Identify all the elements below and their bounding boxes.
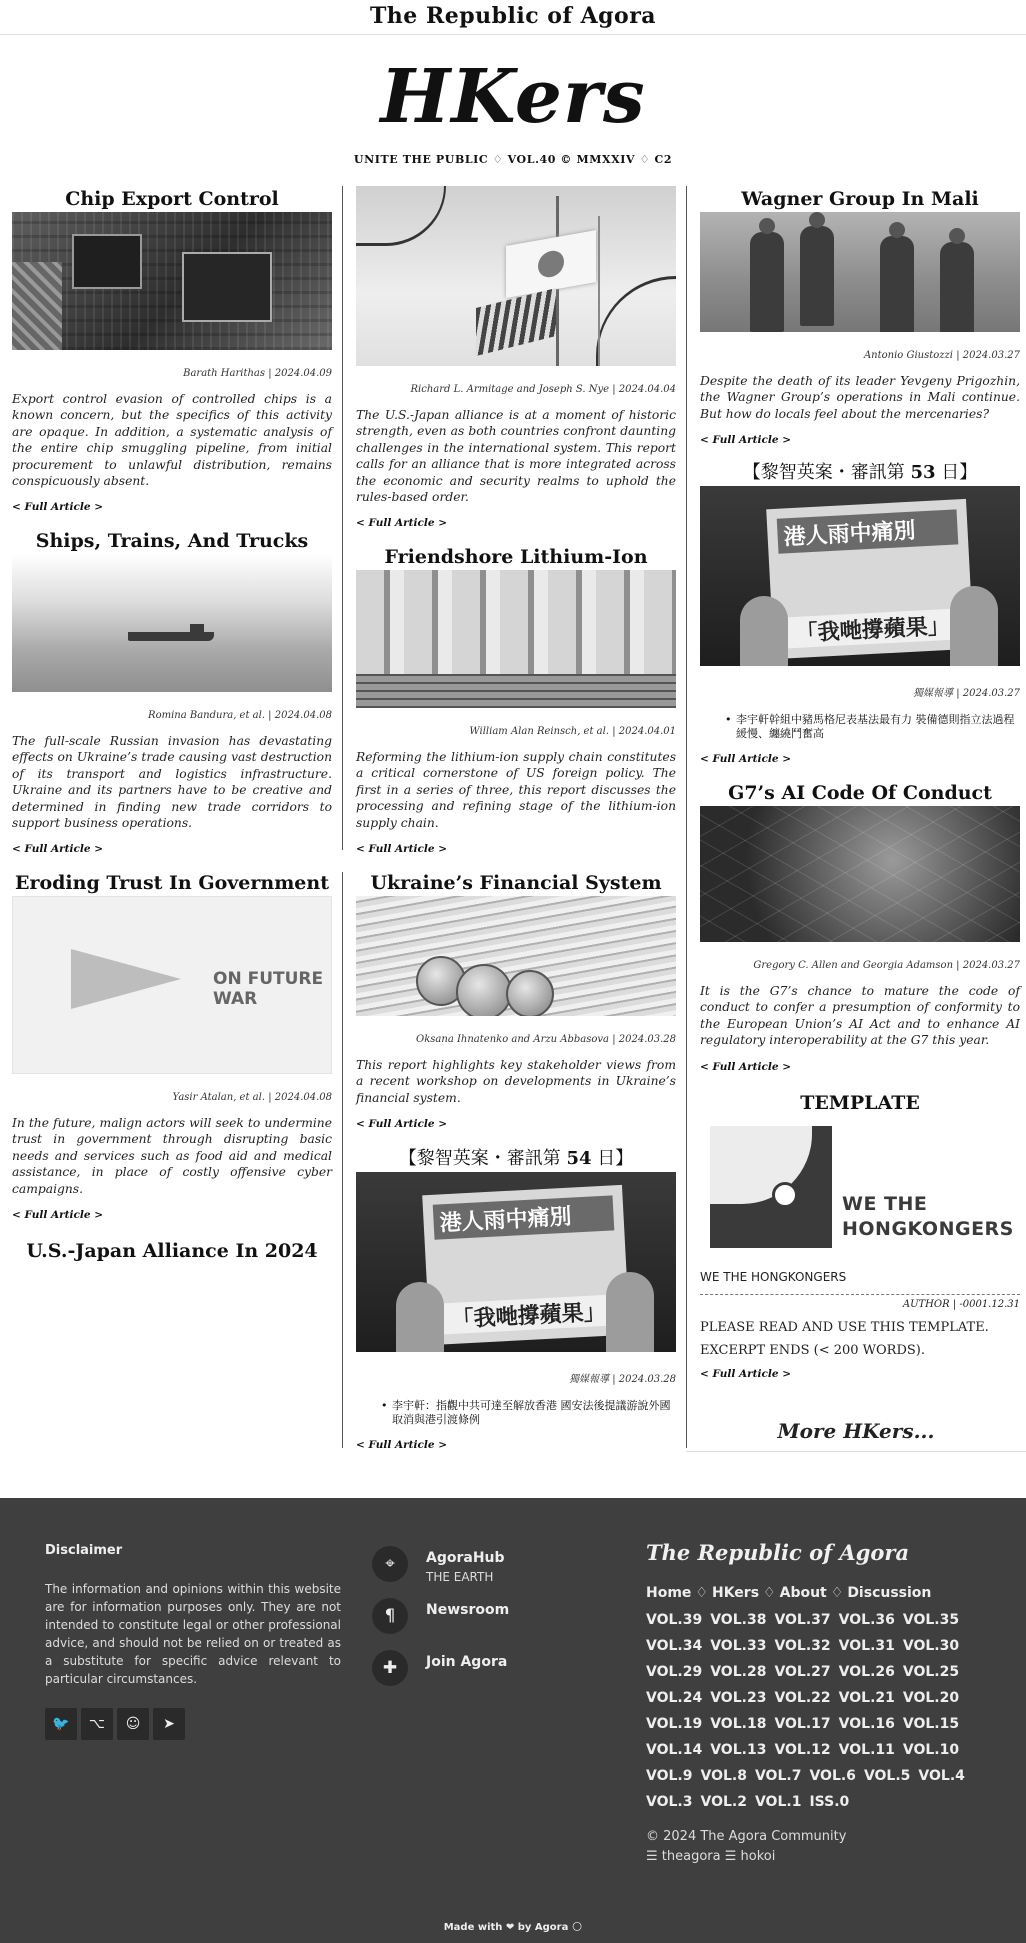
article-image[interactable] bbox=[356, 1172, 676, 1352]
article-byline: AUTHOR | -0001.12.31 bbox=[902, 1299, 1020, 1310]
article-summary: Reforming the lithium-ion supply chain constitutes a critical cornerstone of US foreign policy. The first in a series of three, this report discusses the processing and refining stage of the lithium-ion supply chain. bbox=[356, 750, 676, 830]
article-template bbox=[700, 1090, 1020, 1380]
article-title[interactable]: TEMPLATE bbox=[800, 1092, 920, 1114]
nav-home[interactable]: Home bbox=[646, 1585, 692, 1601]
article-jimmy-lai-53 bbox=[700, 460, 1020, 765]
disclaimer-title: Disclaimer bbox=[45, 1543, 123, 1558]
article-bullet[interactable]: • 李宇軒：指觀中共可達至解放香港 國安法後提議游說外國取消與港引渡條例 bbox=[392, 1399, 676, 1427]
image-headline: 港人雨中痛別 bbox=[433, 1195, 615, 1239]
volume-link[interactable]: VOL.22 bbox=[774, 1690, 831, 1706]
volume-link[interactable]: VOL.29 bbox=[646, 1664, 703, 1680]
volume-link[interactable]: VOL.37 bbox=[774, 1612, 831, 1628]
volume-link[interactable]: VOL.23 bbox=[710, 1690, 767, 1706]
article-summary: The full-scale Russian invasion has devastating effects on Ukraine’s trade causing vast destruction of its transport and logistics infrastructure. Ukraine and its partners have to be creative and determined in finding new trade corridors to support business operations. bbox=[12, 734, 332, 831]
article-title[interactable]: Chip Export Control bbox=[65, 188, 279, 210]
article-ships-trains bbox=[12, 528, 332, 855]
volume-link[interactable]: VOL.14 bbox=[646, 1742, 703, 1758]
footer-main-nav: Home ♢ HKers ♢ About ♢ Discussion bbox=[646, 1585, 932, 1601]
volume-link[interactable]: VOL.27 bbox=[774, 1664, 831, 1680]
volume-link[interactable]: VOL.11 bbox=[838, 1742, 895, 1758]
disclaimer-text: The information and opinions within this website are for information purposes only. They are not intended to constitute legal or other professional advice, and should not be relied on or treated as a substitute for specific advice relevant to particular circumstances. bbox=[45, 1582, 341, 1686]
pilcrow-icon: ¶ bbox=[372, 1598, 408, 1634]
article-eroding-trust bbox=[12, 870, 332, 1221]
volume-link[interactable]: VOL.21 bbox=[838, 1690, 895, 1706]
copyright-text: © 2024 The Agora Community bbox=[646, 1829, 847, 1844]
volume-link[interactable]: VOL.28 bbox=[710, 1664, 767, 1680]
top-bar bbox=[0, 0, 1026, 35]
volume-link[interactable]: VOL.1 bbox=[754, 1794, 802, 1810]
image-words: WE THE bbox=[842, 1193, 928, 1215]
handles[interactable]: ☰ theagora ☰ hokoi bbox=[646, 1849, 776, 1864]
article-image[interactable] bbox=[356, 570, 676, 708]
article-summary: Export control evasion of controlled chips is a known concern, but the specifics of this activity are opaque. In addition, a systematic analysis of the entire chip smuggling pipeline, from initial procurement to unlawful distribution, remains conspicuously absent. bbox=[12, 392, 332, 489]
volume-link[interactable]: VOL.8 bbox=[700, 1768, 747, 1784]
divider bbox=[700, 1294, 1020, 1295]
nav-discussion[interactable]: Discussion bbox=[847, 1585, 932, 1601]
reddit-icon[interactable]: ☺ bbox=[117, 1708, 149, 1740]
article-byline: Barath Harithas | 2024.04.09 bbox=[183, 368, 332, 379]
full-article-link[interactable]: < Full Article > bbox=[700, 1368, 792, 1380]
article-byline: 獨媒報導 | 2024.03.28 bbox=[569, 1374, 676, 1385]
volume-link[interactable]: VOL.17 bbox=[774, 1716, 831, 1732]
article-chip-export bbox=[12, 186, 332, 513]
title-day-number: 53 bbox=[910, 462, 936, 483]
issue-subtitle: UNITE THE PUBLIC ♢ VOL.40 © MMXXIV ♢ C2 bbox=[353, 153, 673, 166]
twitter-icon[interactable]: 🐦 bbox=[45, 1708, 77, 1740]
nav-hkers[interactable]: HKers bbox=[711, 1585, 760, 1601]
volume-link[interactable]: VOL.34 bbox=[646, 1638, 703, 1654]
volume-link[interactable]: VOL.2 bbox=[700, 1794, 747, 1810]
article-byline: Oksana Ihnatenko and Arzu Abbasova | 2024.03.28 bbox=[416, 1034, 676, 1045]
made-with: Made with ❤ by Agora 🌕 bbox=[443, 1922, 583, 1933]
article-image[interactable] bbox=[700, 1116, 1020, 1260]
article-title[interactable]: Friendshore Lithium-Ion bbox=[384, 546, 648, 568]
article-byline: Romina Bandura, et al. | 2024.04.08 bbox=[148, 710, 332, 721]
full-article-link[interactable]: < Full Article > bbox=[12, 843, 104, 856]
image-caption: WE THE HONGKONGERS bbox=[700, 1270, 847, 1284]
column-divider bbox=[342, 186, 343, 850]
title-prefix: 【黎智英案・審訊第 bbox=[398, 1148, 561, 1169]
article-us-japan-title bbox=[12, 1238, 332, 1264]
article-image[interactable] bbox=[700, 212, 1020, 332]
volume-link[interactable]: VOL.25 bbox=[902, 1664, 960, 1680]
volume-link[interactable]: VOL.38 bbox=[710, 1612, 767, 1628]
article-summary: PLEASE READ AND USE THIS TEMPLATE. EXCERPT ENDS (< 200 WORDS). bbox=[700, 1320, 989, 1358]
article-ukraine-finance bbox=[356, 870, 676, 1130]
article-byline: 獨媒報導 | 2024.03.27 bbox=[913, 688, 1020, 699]
nav-about[interactable]: About bbox=[779, 1585, 827, 1601]
copyright bbox=[646, 1827, 1006, 1867]
article-us-japan bbox=[356, 186, 676, 529]
article-title[interactable]: Ukraine’s Financial System bbox=[370, 872, 662, 894]
volume-link[interactable]: VOL.24 bbox=[646, 1690, 703, 1706]
volume-link[interactable]: VOL.5 bbox=[863, 1768, 911, 1784]
article-image[interactable] bbox=[12, 554, 332, 692]
volume-link[interactable]: VOL.16 bbox=[838, 1716, 895, 1732]
location-pin-icon: ⌖ bbox=[372, 1546, 408, 1582]
volume-link[interactable]: VOL.6 bbox=[809, 1768, 856, 1784]
telegram-icon[interactable]: ➤ bbox=[153, 1708, 185, 1740]
article-summary: It is the G7’s chance to mature the code of conduct to confer a presumption of conformity to the European Union’s AI Act and to enhance AI regulatory interoperability at the G7 this year. bbox=[700, 984, 1020, 1048]
title-suffix: 日】 bbox=[941, 462, 978, 483]
article-summary: This report highlights key stakeholder views from a recent workshop on developments in Ukraine’s financial system. bbox=[356, 1058, 676, 1105]
volume-link[interactable]: VOL.15 bbox=[902, 1716, 960, 1732]
article-summary: The U.S.-Japan alliance is at a moment of historic strength, even as both countries confront daunting challenges in the international system. This report calls for an alliance that is more integrated across the economic and security realms to uphold the rules-based order. bbox=[356, 408, 676, 505]
article-bullet[interactable]: • 李宇軒幹組中豬馬格尼表基法最有力 裝備德則指立法過程緩慢、纏繞鬥奮高 bbox=[736, 713, 1020, 741]
volume-link[interactable]: VOL.20 bbox=[902, 1690, 960, 1706]
article-title[interactable]: U.S.-Japan Alliance In 2024 bbox=[26, 1240, 318, 1262]
image-footer: 「我哋撐蘋果」 bbox=[772, 608, 973, 649]
image-text: WAR bbox=[213, 989, 258, 1009]
image-headline: 港人雨中痛別 bbox=[777, 509, 959, 553]
full-article-link[interactable]: < Full Article > bbox=[12, 501, 104, 514]
volume-link[interactable]: VOL.13 bbox=[710, 1742, 767, 1758]
article-summary: In the future, malign actors will seek to undermine trust in government through disrupting basic needs and services such as food aid and medical assistance, in place of costly offensive cyber campaigns. bbox=[12, 1116, 332, 1196]
full-article-link[interactable]: < Full Article > bbox=[356, 1439, 448, 1451]
volume-link[interactable]: VOL.12 bbox=[774, 1742, 831, 1758]
footer-brand[interactable]: The Republic of Agora bbox=[646, 1540, 910, 1565]
image-footer: 「我哋撐蘋果」 bbox=[428, 1294, 629, 1335]
volume-link[interactable]: VOL.9 bbox=[646, 1768, 693, 1784]
more-hkers-link[interactable]: More HKers... bbox=[686, 1418, 1026, 1452]
footer bbox=[0, 1498, 1026, 1943]
article-title[interactable]: Eroding Trust In Government bbox=[14, 872, 329, 894]
article-image[interactable] bbox=[356, 896, 676, 1016]
column-divider bbox=[342, 872, 343, 1448]
full-article-link[interactable]: < Full Article > bbox=[700, 434, 792, 447]
article-title[interactable] bbox=[356, 1146, 676, 1172]
puzzle-icon: ✚ bbox=[372, 1650, 408, 1686]
image-words: HONGKONGERS bbox=[842, 1218, 1014, 1240]
article-image[interactable] bbox=[700, 806, 1020, 942]
full-article-link[interactable]: < Full Article > bbox=[700, 753, 792, 765]
article-byline: Richard L. Armitage and Joseph S. Nye | 2024.04.04 bbox=[410, 384, 676, 395]
site-brand-link[interactable]: The Republic of Agora bbox=[369, 3, 657, 29]
article-g7-ai bbox=[700, 780, 1020, 1073]
volume-link[interactable]: VOL.35 bbox=[902, 1612, 960, 1628]
article-byline: William Alan Reinsch, et al. | 2024.04.01 bbox=[469, 726, 676, 737]
link-subtitle: THE EARTH bbox=[426, 1570, 494, 1584]
article-byline: Yasir Atalan, et al. | 2024.04.08 bbox=[172, 1092, 332, 1103]
title-day-number: 54 bbox=[566, 1148, 592, 1169]
article-image[interactable] bbox=[12, 896, 332, 1074]
masthead bbox=[0, 35, 1026, 166]
article-byline: Gregory C. Allen and Georgia Adamson | 2024.03.27 bbox=[753, 960, 1020, 971]
article-title[interactable] bbox=[700, 460, 1020, 486]
article-jimmy-lai-54 bbox=[356, 1146, 676, 1451]
article-title[interactable]: Ships, Trains, And Trucks bbox=[35, 530, 309, 552]
volume-link[interactable]: VOL.7 bbox=[754, 1768, 802, 1784]
title-prefix: 【黎智英案・審訊第 bbox=[742, 462, 905, 483]
volume-link[interactable]: VOL.19 bbox=[646, 1716, 703, 1732]
article-image[interactable] bbox=[12, 212, 332, 350]
article-image[interactable] bbox=[356, 186, 676, 366]
github-icon[interactable]: ⌥ bbox=[81, 1708, 113, 1740]
article-lithium bbox=[356, 544, 676, 855]
volume-link[interactable]: VOL.10 bbox=[902, 1742, 960, 1758]
title-suffix: 日】 bbox=[597, 1148, 634, 1169]
volume-link[interactable]: VOL.39 bbox=[646, 1612, 703, 1628]
footer-nav bbox=[646, 1540, 1006, 1867]
full-article-link[interactable]: < Full Article > bbox=[356, 843, 448, 856]
disclaimer bbox=[45, 1543, 341, 1688]
site-logo[interactable]: HKers bbox=[380, 54, 646, 140]
volume-link[interactable]: VOL.36 bbox=[838, 1612, 895, 1628]
article-wagner bbox=[700, 186, 1020, 446]
full-article-link[interactable]: < Full Article > bbox=[700, 1060, 792, 1073]
image-text: ON FUTURE bbox=[213, 969, 324, 989]
full-article-link[interactable]: < Full Article > bbox=[356, 1118, 448, 1131]
social-links bbox=[45, 1708, 189, 1740]
article-title[interactable]: G7’s AI Code Of Conduct bbox=[728, 782, 992, 804]
volume-link[interactable]: VOL.3 bbox=[646, 1794, 693, 1810]
link-title: AgoraHub bbox=[426, 1550, 505, 1566]
volume-link[interactable]: VOL.18 bbox=[710, 1716, 767, 1732]
column-divider bbox=[686, 186, 687, 1448]
article-title[interactable]: Wagner Group In Mali bbox=[741, 188, 979, 210]
volume-link[interactable]: VOL.30 bbox=[902, 1638, 960, 1654]
article-byline: Antonio Giustozzi | 2024.03.27 bbox=[863, 350, 1020, 361]
article-image[interactable] bbox=[700, 486, 1020, 666]
full-article-link[interactable]: < Full Article > bbox=[12, 1209, 104, 1222]
volume-link[interactable]: VOL.26 bbox=[838, 1664, 895, 1680]
article-columns bbox=[0, 186, 1026, 1456]
volume-link[interactable]: VOL.4 bbox=[918, 1768, 965, 1784]
volume-link[interactable]: ISS.0 bbox=[809, 1794, 850, 1810]
volume-link[interactable]: VOL.32 bbox=[774, 1638, 831, 1654]
full-article-link[interactable]: < Full Article > bbox=[356, 517, 448, 530]
volume-list bbox=[646, 1607, 1006, 1815]
link-title: Join Agora bbox=[426, 1654, 508, 1670]
volume-link[interactable]: VOL.33 bbox=[710, 1638, 767, 1654]
volume-link[interactable]: VOL.31 bbox=[838, 1638, 895, 1654]
article-summary: Despite the death of its leader Yevgeny Prigozhin, the Wagner Group’s operations in Mali continue. But how do locals feel about the mercenaries? bbox=[700, 374, 1020, 421]
link-title: Newsroom bbox=[426, 1602, 510, 1618]
